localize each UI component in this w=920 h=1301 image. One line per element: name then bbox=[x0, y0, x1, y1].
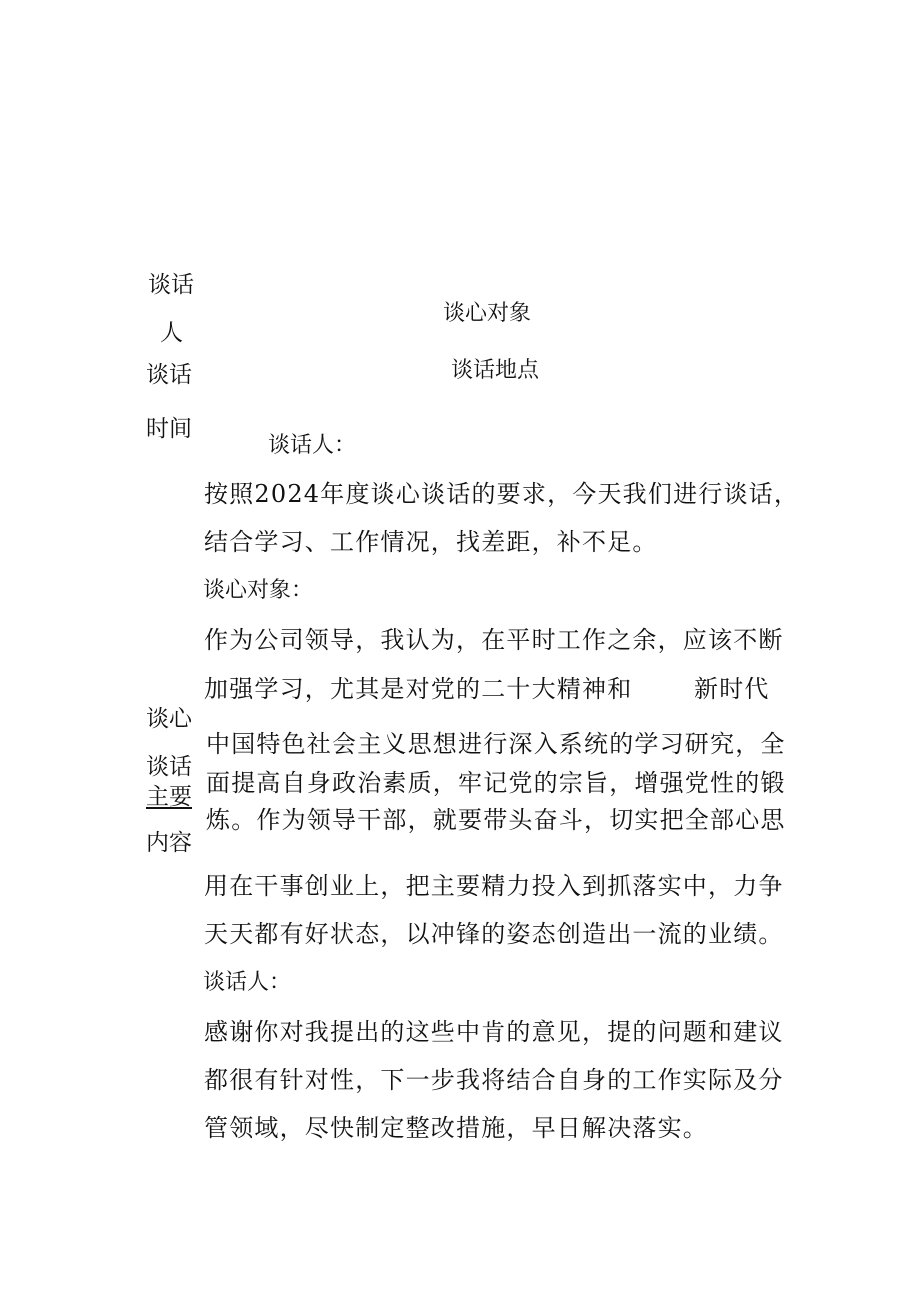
speaker-b-line: 管领域，尽快制定整改措施，早日解决落实。 bbox=[204, 1114, 708, 1142]
speaker-b-line: 都很有针对性，下一步我将结合自身的工作实际及分 bbox=[204, 1066, 784, 1094]
target-line: 加强学习，尤其是对党的二十大精神和 bbox=[204, 675, 633, 703]
speaker-a-label: 谈话人： bbox=[268, 433, 357, 458]
label-time-line1: 谈话 bbox=[146, 362, 192, 388]
target-line: 用在干事创业上，把主要精力投入到抓落实中，力争 bbox=[204, 872, 784, 900]
target-line: 新时代 bbox=[694, 675, 770, 703]
speaker-a-line: 按照2024年度谈心谈话的要求，今天我们进行谈话， bbox=[204, 480, 800, 508]
label-content-line3: 主要 bbox=[146, 784, 192, 810]
target-line: 面提高自身政治素质，牢记党的宗旨，增强党性的锻 bbox=[206, 769, 786, 797]
label-time-line2: 时间 bbox=[146, 416, 192, 442]
label-speaker-line1: 谈话 bbox=[148, 272, 194, 298]
header-target-label: 谈心对象 bbox=[443, 301, 532, 326]
target-line: 作为公司领导，我认为，在平时工作之余，应该不断 bbox=[204, 626, 784, 654]
label-content-line1: 谈心 bbox=[146, 706, 192, 732]
label-content-line2: 谈话 bbox=[146, 754, 192, 780]
label-speaker-line2: 人 bbox=[160, 320, 183, 346]
speaker-a-line: 结合学习、工作情况，找差距，补不足。 bbox=[204, 528, 658, 556]
target-label: 谈心对象： bbox=[203, 578, 314, 603]
speaker-b-label: 谈话人： bbox=[203, 970, 292, 995]
speaker-b-line: 感谢你对我提出的这些中肯的意见，提的问题和建议 bbox=[204, 1018, 784, 1046]
target-line: 中国特色社会主义思想进行深入系统的学习研究，全 bbox=[206, 730, 786, 758]
target-line: 天天都有好状态，以冲锋的姿态创造出一流的业绩。 bbox=[204, 920, 784, 948]
label-content-line4: 内容 bbox=[146, 830, 192, 856]
header-location-label: 谈话地点 bbox=[451, 358, 540, 383]
target-line: 炼。作为领导干部，就要带头奋斗，切实把全部心思 bbox=[206, 806, 786, 834]
